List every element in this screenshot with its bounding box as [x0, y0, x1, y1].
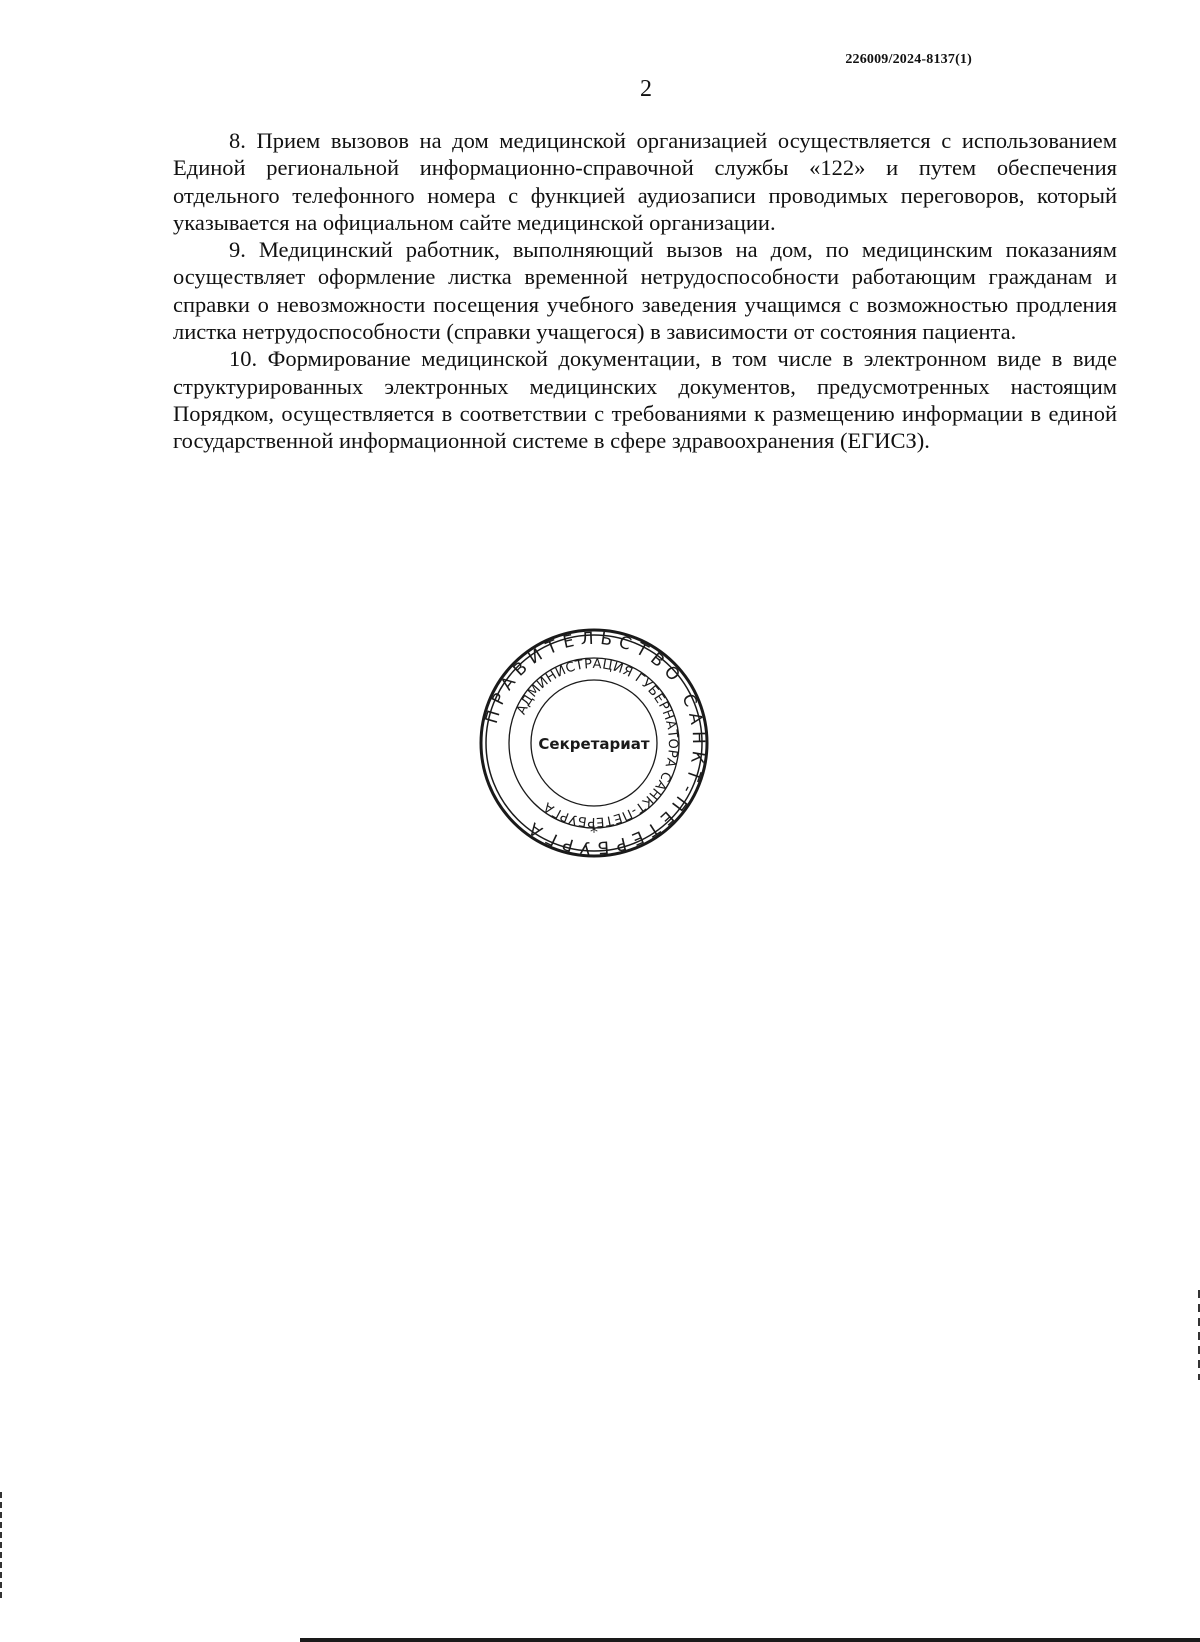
- paragraph-8: 8. Прием вызовов на дом медицинской организацией осуществляется с использованием Единой региональной информационно-справочной службы «122» и путем обеспечения отдельного телефонного номера с функцией аудиозаписи проводимых переговоров, который указывается на официальном сайте медицинской организации.: [173, 128, 1117, 235]
- paragraph-10: 10. Формирование медицинской документации, в том числе в электронном виде в виде структурированных электронных медицинских документов, предусмотренных настоящим Порядком, осуществляется в соответствии с требованиями к размещению информации в единой государственной информационной системе в сфере здравоохранения (ЕГИСЗ).: [173, 346, 1117, 454]
- stamp-outer-text: ПРАВИТЕЛЬСТВО САНКТ-ПЕТЕРБУРГА: [481, 628, 709, 858]
- stamp-inner-text: АДМИНИСТРАЦИЯ ГУБЕРНАТОРА САНКТ-ПЕТЕРБУРГА: [514, 656, 681, 830]
- stamp-star-icon: *: [590, 822, 598, 841]
- paragraph-9: 9. Медицинский работник, выполняющий вызов на дом, по медицинским показаниям осуществляет оформление листка временной нетрудоспособности работающим гражданам и справки о невозможности посещения учебного заведения учащимся с возможностью продления листка нетрудоспособности (справки учащегося) в зависимости от состояния пациента.: [173, 237, 1117, 345]
- document-body: [173, 127, 1117, 455]
- official-stamp: [479, 628, 709, 858]
- stamp-seal-icon: [479, 628, 709, 858]
- document-registration-number: 226009/2024-8137(1): [845, 52, 972, 67]
- page-number: 2: [640, 76, 652, 102]
- scan-edge-left: [0, 1492, 2, 1602]
- stamp-center-text: Секретариат: [538, 735, 650, 753]
- scan-edge-bottom: [300, 1638, 1200, 1642]
